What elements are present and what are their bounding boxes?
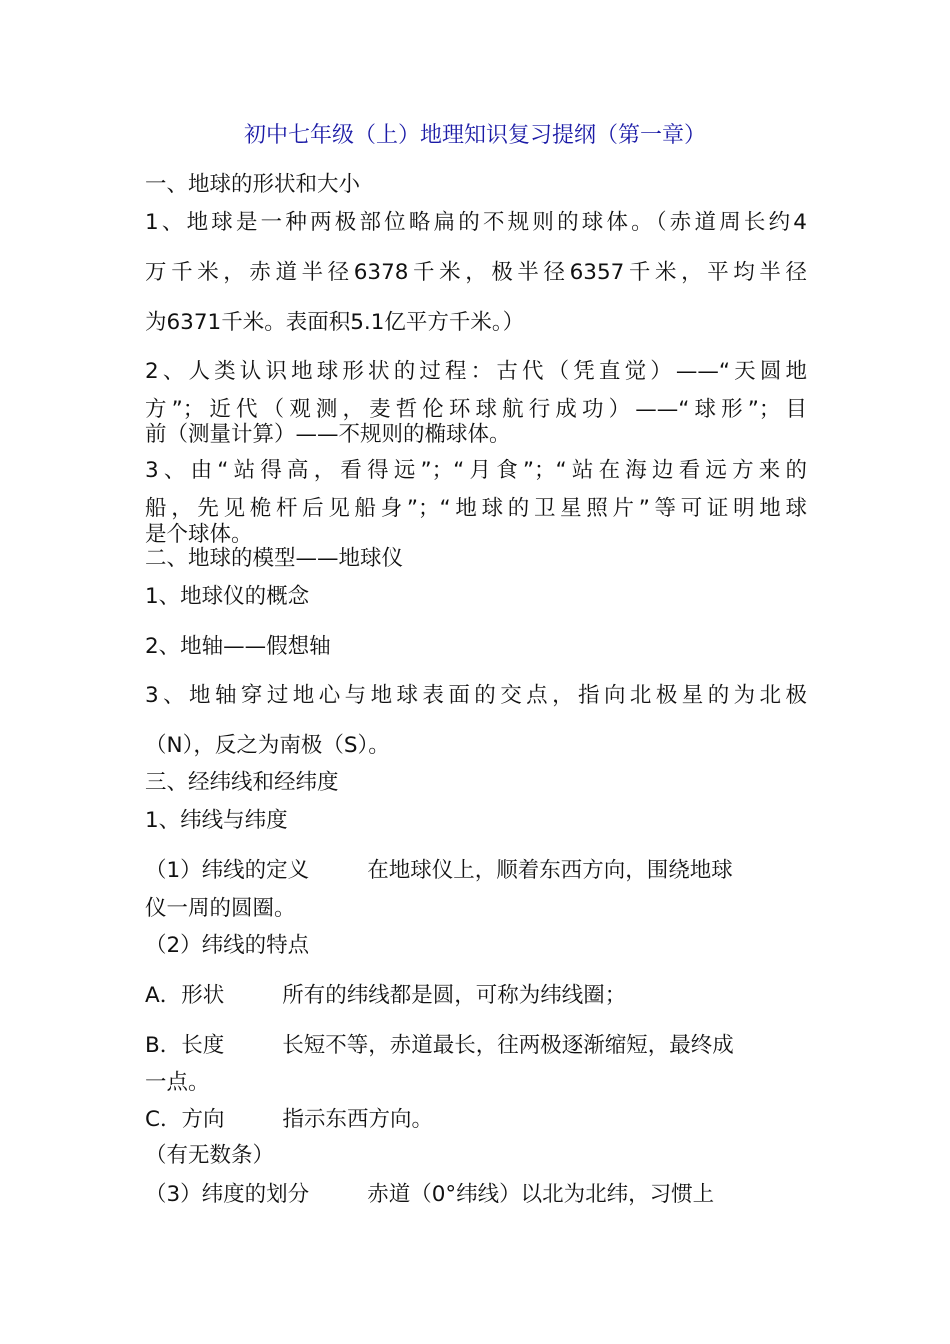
section-heading-2: 二、地球的模型——地球仪 bbox=[145, 546, 404, 571]
paragraph-line: 3、地轴穿过地心与地球表面的交点，指向北极星的为北极 bbox=[145, 683, 807, 708]
term-label: B．长度 bbox=[145, 1033, 225, 1058]
definition-line bbox=[145, 1180, 807, 1210]
paragraph-line: 一点。 bbox=[145, 1070, 210, 1095]
paragraph-line: 1、地球仪的概念 bbox=[145, 584, 310, 609]
term-text: 长短不等，赤道最长，往两极逐渐缩短，最终成 bbox=[282, 1033, 734, 1058]
paragraph-line: 船，先见桅杆后见船身”；“地球的卫星照片”等可证明地球 bbox=[145, 496, 807, 521]
term-text: 赤道（0°纬线）以北为北纬，习惯上 bbox=[367, 1182, 715, 1207]
paragraph-line: 仪一周的圆圈。 bbox=[145, 896, 296, 921]
paragraph-line: 万千米，赤道半径6378千米，极半径6357千米，平均半径 bbox=[145, 260, 807, 285]
paragraph-line: 为6371千米。表面积5.1亿平方千米。） bbox=[145, 310, 525, 335]
term-text: 在地球仪上，顺着东西方向，围绕地球 bbox=[367, 858, 733, 883]
section-heading-1: 一、地球的形状和大小 bbox=[145, 172, 361, 197]
definition-line bbox=[145, 1031, 807, 1061]
paragraph-line: （2）纬线的特点 bbox=[145, 933, 310, 958]
section-heading-3: 三、经纬线和经纬度 bbox=[145, 770, 339, 795]
paragraph-line: 2、人类认识地球形状的过程：古代（凭直觉）——“天圆地 bbox=[145, 359, 807, 384]
paragraph-line: 是个球体。 bbox=[145, 522, 253, 547]
paragraph-line: 1、纬线与纬度 bbox=[145, 808, 288, 833]
paragraph-line: 3、由“站得高，看得远”；“月食”；“站在海边看远方来的 bbox=[145, 458, 807, 483]
paragraph-line: 1、地球是一种两极部位略扁的不规则的球体。（赤道周长约4 bbox=[145, 210, 807, 235]
paragraph-line: 2、地轴——假想轴 bbox=[145, 634, 331, 659]
document-title: 初中七年级（上）地理知识复习提纲（第一章） bbox=[243, 123, 706, 148]
term-label: C．方向 bbox=[145, 1107, 225, 1132]
term-text: 所有的纬线都是圆，可称为纬线圈； bbox=[282, 983, 627, 1008]
term-label: （3）纬度的划分 bbox=[145, 1182, 310, 1207]
term-label: A．形状 bbox=[145, 983, 225, 1008]
term-text: 指示东西方向。 bbox=[282, 1107, 434, 1132]
paragraph-line: （N），反之为南极（S）。 bbox=[145, 733, 390, 758]
definition-line bbox=[145, 856, 807, 886]
term-label: （1）纬线的定义 bbox=[145, 858, 310, 883]
paragraph-line: 方”；近代（观测，麦哲伦环球航行成功）——“球形”；目 bbox=[145, 397, 807, 422]
definition-line bbox=[145, 1105, 807, 1135]
definition-line bbox=[145, 981, 807, 1011]
paragraph-line: （有无数条） bbox=[145, 1143, 275, 1168]
paragraph-line: 前（测量计算）——不规则的椭球体。 bbox=[145, 422, 511, 447]
